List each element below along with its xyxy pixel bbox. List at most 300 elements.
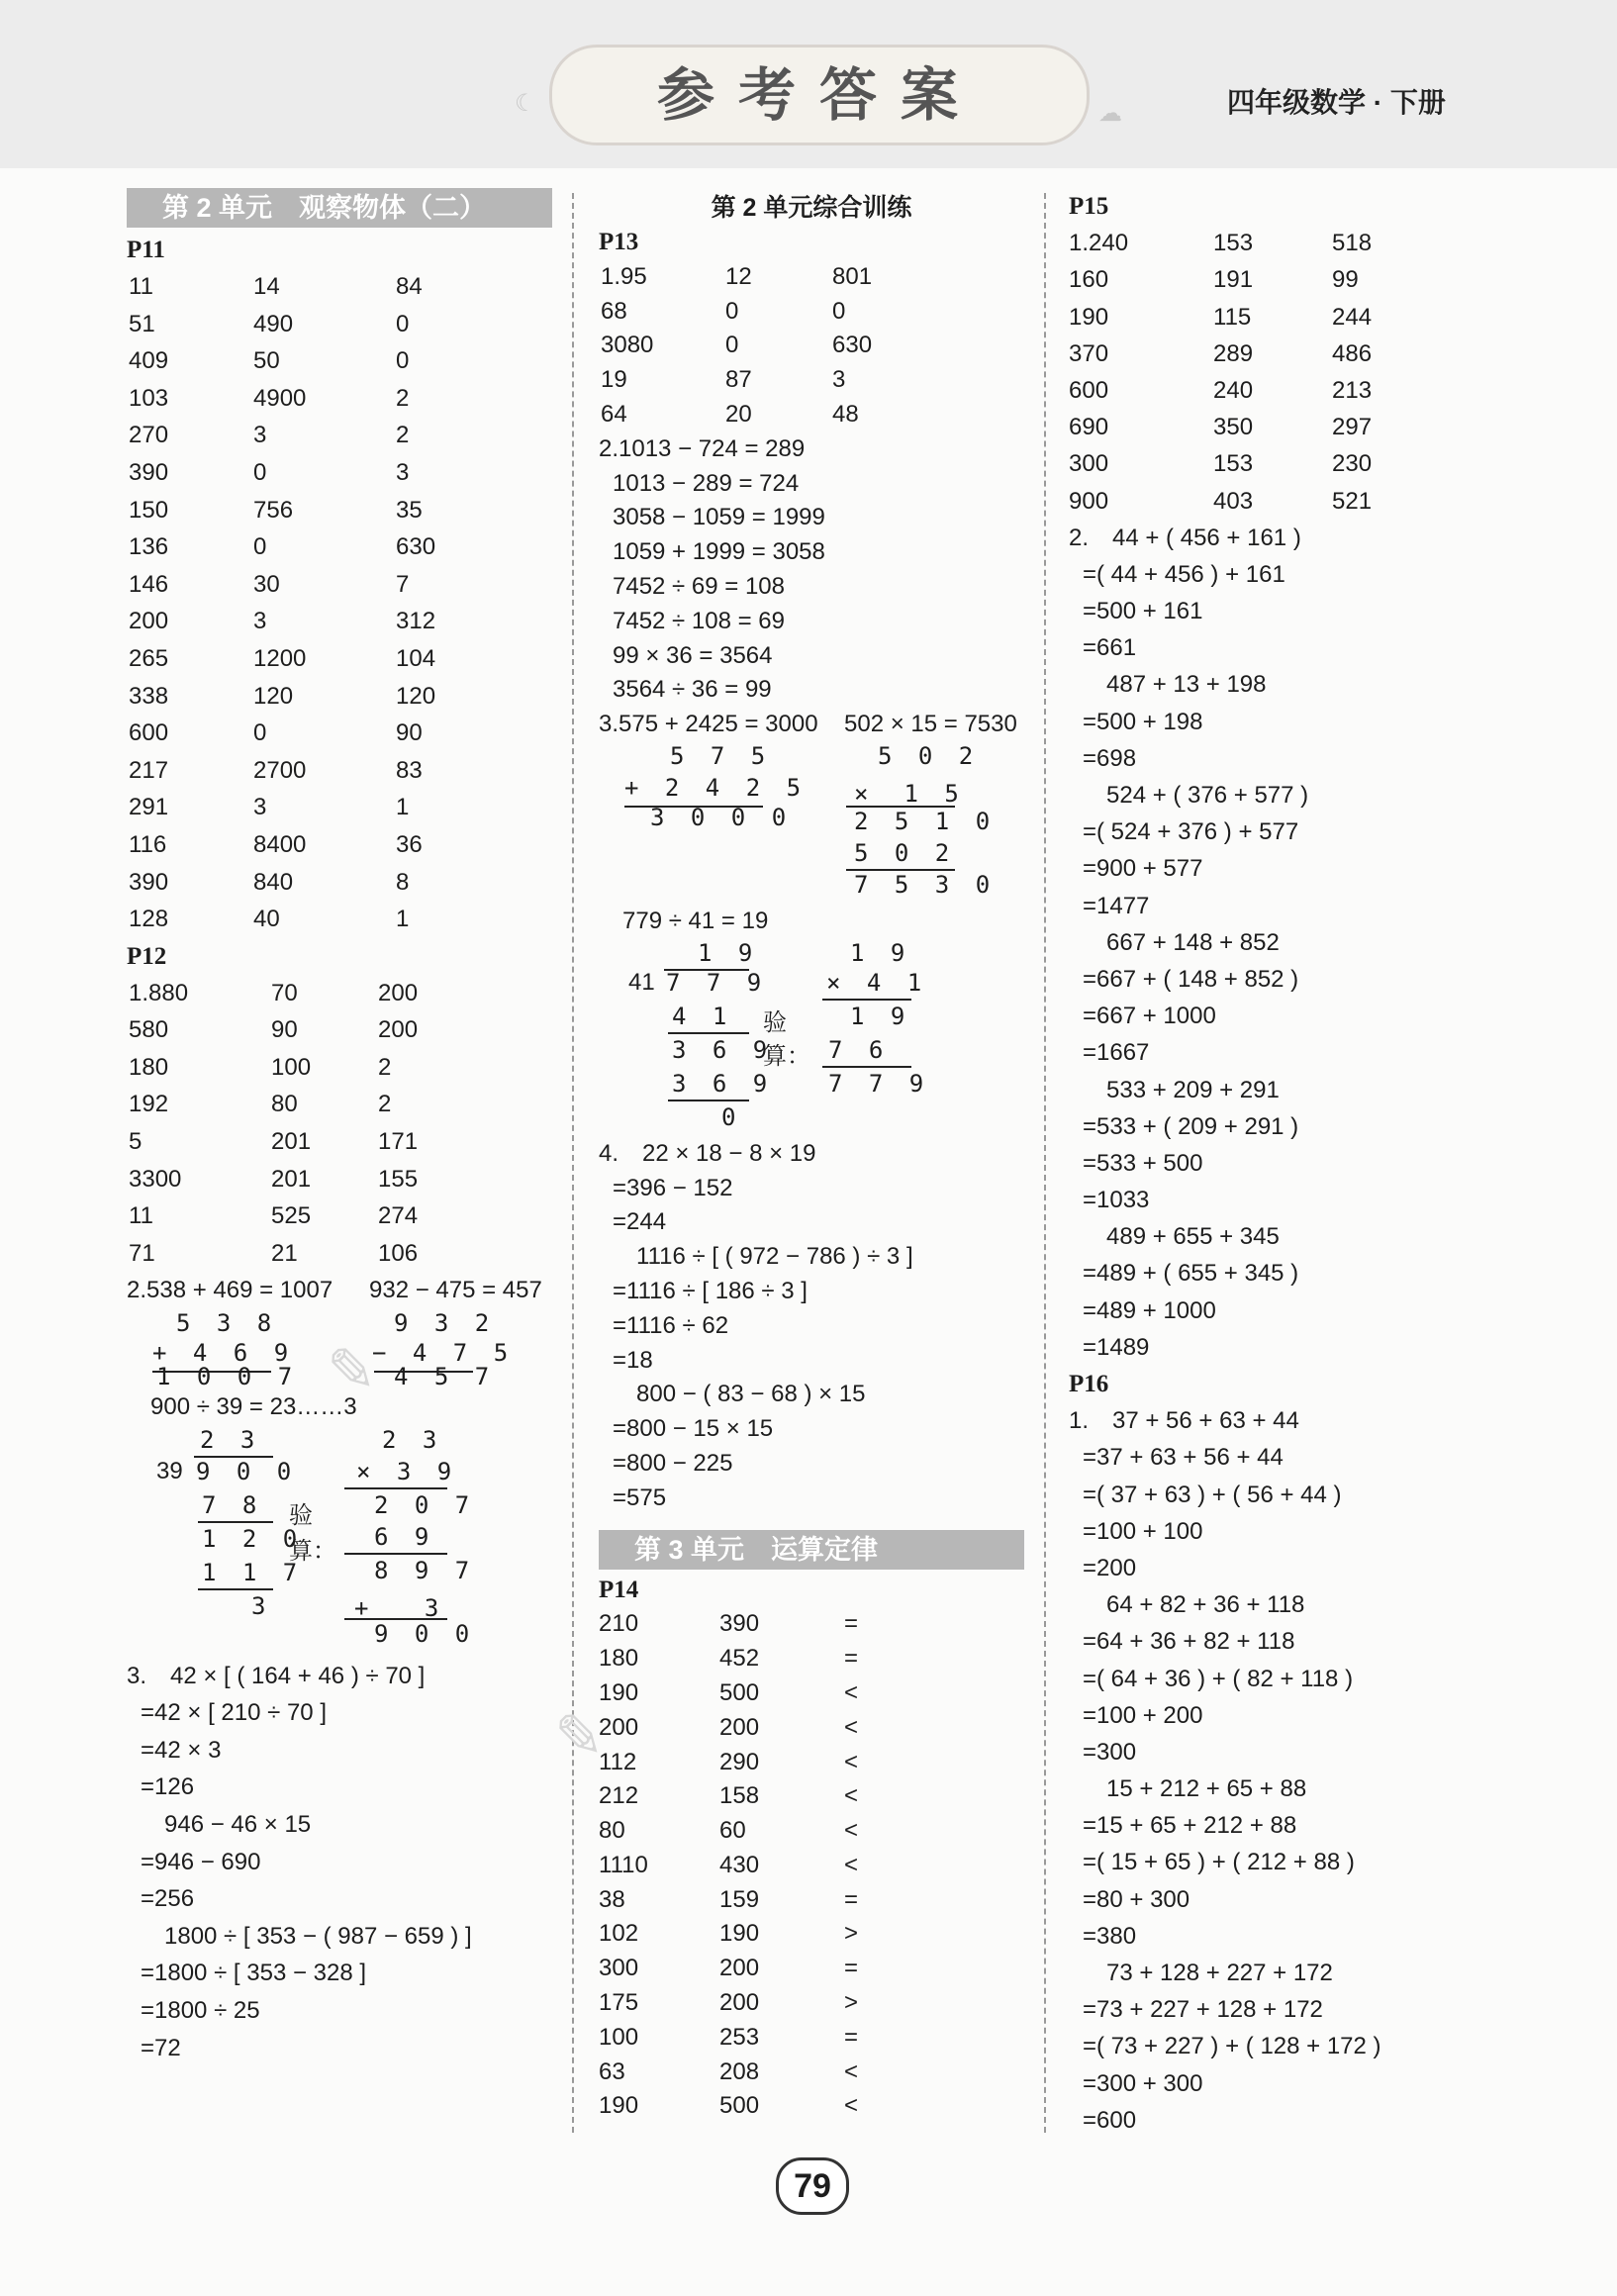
unit-heading: 第 2 单元 观察物体（二） [127, 188, 552, 228]
answer-cell: 486 [1332, 339, 1373, 367]
answer-cell: 490 [253, 310, 294, 337]
answer-row [599, 1814, 1024, 1849]
answer-cell: 3080 [601, 332, 654, 359]
answer-cell: 2 [396, 422, 410, 449]
answer-cell: 68 [601, 297, 627, 325]
answer-row [127, 901, 552, 938]
answer-cell: 171 [378, 1128, 419, 1156]
section-title: 第 2 单元综合训练 [711, 194, 912, 222]
vertical-mul-line: × 1 5 [854, 779, 965, 808]
step-line: 2.1013 − 724 = 289 [599, 434, 806, 462]
answer-cell: > [844, 1989, 859, 2017]
step-line: =( 15 + 65 ) + ( 212 + 88 ) [1083, 1849, 1355, 1876]
answer-row [599, 1917, 1024, 1952]
partial-remainder: 1 2 0 [202, 1524, 304, 1553]
answer-cell: 801 [832, 262, 873, 290]
answer-cell: 297 [1332, 414, 1373, 441]
divider-line [822, 1066, 911, 1068]
answer-row [127, 789, 552, 826]
answer-cell: 201 [271, 1165, 312, 1193]
answer-cell: 900 [1069, 487, 1109, 515]
answer-cell: 312 [396, 608, 436, 635]
page-ref-p15: P15 [1069, 193, 1109, 220]
step-line: =1489 [1083, 1333, 1150, 1361]
answer-cell: 8400 [253, 830, 307, 858]
cloud-icon: ☁ [1098, 100, 1122, 127]
answer-cell: 175 [599, 1989, 639, 2017]
answer-cell: 20 [725, 400, 752, 428]
answer-cell: 115 [1213, 303, 1252, 331]
answer-cell: 190 [1069, 303, 1109, 331]
answer-cell: 289 [1213, 339, 1254, 367]
answer-cell: 84 [396, 273, 423, 300]
watermark: ✎ [554, 1703, 605, 1770]
answer-cell: 128 [129, 906, 169, 933]
step-line: 1800 ÷ [ 353 − ( 987 − 659 ) ] [141, 1922, 472, 1950]
vertical-add-line: 5 3 8 [176, 1309, 278, 1338]
remainder: 3 [251, 1591, 272, 1620]
answer-cell: 160 [1069, 266, 1109, 294]
answer-cell: 14 [253, 273, 280, 300]
answer-cell: 1 [396, 794, 410, 821]
title-banner [549, 45, 1090, 145]
answer-row [127, 417, 552, 454]
answer-grid-p13 [599, 260, 1024, 432]
answer-cell: 244 [1332, 303, 1373, 331]
divider-line [198, 1521, 273, 1523]
answer-cell: 1.880 [129, 979, 189, 1006]
step-line: 946 − 46 × 15 [141, 1811, 312, 1838]
answer-cell: 240 [1213, 376, 1254, 404]
check-label: 算： [763, 1041, 810, 1070]
answer-row [127, 454, 552, 492]
step-line: 3564 ÷ 36 = 99 [613, 676, 772, 704]
equation-row [599, 708, 1024, 742]
answer-cell: 7 [396, 570, 410, 598]
answer-row [127, 268, 552, 306]
answer-row [599, 2056, 1024, 2090]
answer-cell: 403 [1213, 487, 1254, 515]
divider-line [344, 1553, 447, 1555]
vertical-calculations [599, 741, 1024, 899]
step-line: =380 [1083, 1922, 1137, 1950]
answer-cell: 200 [599, 1713, 639, 1741]
answer-cell: 338 [129, 682, 169, 710]
answer-cell: 265 [129, 644, 169, 672]
vertical-mul-result: 7 5 3 0 [854, 870, 997, 899]
answer-cell: 11 [129, 273, 153, 300]
vertical-add-line: + 2 4 2 5 [624, 773, 808, 802]
step-line: 15 + 212 + 65 + 88 [1083, 1775, 1307, 1803]
partial-product: 4 1 [672, 1002, 733, 1030]
answer-cell: 452 [719, 1645, 760, 1673]
step-line: =667 + ( 148 + 852 ) [1083, 965, 1299, 993]
check-line: 8 9 7 [374, 1556, 476, 1584]
step-line: =900 + 577 [1083, 855, 1203, 883]
answer-cell: = [844, 1955, 859, 1982]
step-line: 3058 − 1059 = 1999 [613, 504, 825, 531]
step-line: 524 + ( 376 + 577 ) [1083, 782, 1309, 809]
answer-cell: 80 [271, 1091, 298, 1118]
answer-cell: 0 [396, 347, 410, 375]
page-ref-p16: P16 [1069, 1371, 1109, 1397]
answer-row [127, 678, 552, 716]
page-number: 79 [776, 2157, 849, 2215]
answer-cell: 71 [129, 1239, 155, 1267]
answer-cell: 83 [396, 756, 423, 784]
answer-cell: 2 [378, 1053, 392, 1081]
check-line: 9 0 0 [374, 1619, 476, 1648]
step-line: =533 + 500 [1083, 1149, 1203, 1177]
answer-cell: 87 [725, 366, 752, 394]
step-line: =100 + 100 [1083, 1517, 1203, 1545]
answer-cell: 3 [396, 458, 410, 486]
answer-cell: 1 [396, 906, 410, 933]
page-ref-p11: P11 [127, 237, 165, 263]
answer-cell: 0 [396, 310, 410, 337]
answer-cell: 217 [129, 756, 169, 784]
long-division [599, 939, 1024, 1137]
step-line: =489 + ( 655 + 345 ) [1083, 1260, 1299, 1288]
q3-steps [127, 1658, 552, 2067]
answer-cell: 120 [253, 682, 294, 710]
answer-cell: 116 [129, 830, 167, 858]
answer-cell: > [844, 1920, 859, 1948]
answer-row [599, 398, 1024, 432]
answer-cell: 1110 [599, 1851, 648, 1878]
answer-cell: 99 [1332, 266, 1359, 294]
vertical-sub-line: 9 3 2 [394, 1309, 496, 1338]
answer-cell: 212 [599, 1782, 639, 1810]
vertical-add-line: 5 7 5 [670, 741, 772, 770]
answer-cell: 19 [601, 366, 627, 394]
answer-cell: 90 [271, 1016, 298, 1044]
answer-cell: < [844, 2092, 859, 2120]
answer-cell: 180 [599, 1645, 639, 1673]
answer-row [599, 2089, 1024, 2124]
answer-cell: 390 [129, 458, 169, 486]
step-line: 7452 ÷ 108 = 69 [613, 607, 785, 634]
division-equation: 779 ÷ 41 = 19 [622, 907, 769, 934]
answer-row [1069, 261, 1524, 298]
answer-row [127, 342, 552, 380]
answer-cell: = [844, 1610, 859, 1638]
answer-cell: 159 [719, 1885, 760, 1913]
answer-cell: 5 [129, 1128, 143, 1156]
answer-cell: 756 [253, 496, 294, 524]
answer-cell: 150 [129, 496, 169, 524]
page-ref-p12: P12 [127, 942, 167, 970]
step-line: =946 − 690 [141, 1848, 261, 1875]
step-line: =1116 ÷ 62 [613, 1311, 729, 1339]
check-line: 7 6 [828, 1035, 890, 1064]
answer-row [599, 1676, 1024, 1711]
divider-line [822, 999, 911, 1001]
answer-row [127, 1086, 552, 1123]
step-line: =42 × [ 210 ÷ 70 ] [141, 1699, 327, 1727]
answer-row [599, 1849, 1024, 1883]
division-equation: 900 ÷ 39 = 23……3 [150, 1393, 357, 1421]
answer-grid-p14 [599, 1607, 1024, 2124]
equation: 502 × 15 = 7530 [844, 711, 1017, 738]
answer-row [1069, 335, 1524, 372]
step-line: =15 + 65 + 212 + 88 [1083, 1812, 1297, 1840]
step-line: =1800 ÷ [ 353 − 328 ] [141, 1960, 367, 1987]
column-2 [599, 188, 1024, 2124]
answer-row [599, 1986, 1024, 2021]
answer-row [127, 640, 552, 678]
answer-cell: 112 [599, 1748, 637, 1775]
step-line: =575 [613, 1483, 667, 1511]
answer-cell: 64 [601, 400, 627, 428]
step-line: =533 + ( 209 + 291 ) [1083, 1112, 1299, 1140]
answer-row [599, 295, 1024, 330]
answer-cell: 270 [129, 422, 169, 449]
answer-row [127, 528, 552, 566]
step-line: =667 + 1000 [1083, 1003, 1216, 1030]
check-label: 算： [289, 1536, 336, 1565]
answer-cell: 3 [253, 608, 267, 635]
answer-cell: 1.240 [1069, 230, 1129, 257]
answer-cell: 2 [396, 384, 410, 412]
step-line: =300 [1083, 1738, 1137, 1766]
answer-row [1069, 299, 1524, 335]
answer-cell: 600 [1069, 376, 1109, 404]
answer-row [1069, 409, 1524, 445]
step-line: =100 + 200 [1083, 1701, 1203, 1729]
answer-cell: 103 [129, 384, 169, 412]
answer-cell: 521 [1332, 487, 1373, 515]
answer-cell: 190 [599, 2092, 639, 2120]
step-line: =( 524 + 376 ) + 577 [1083, 818, 1299, 846]
answer-row [127, 864, 552, 902]
answer-cell: 51 [129, 310, 155, 337]
answer-cell: 3300 [129, 1165, 182, 1193]
q2-steps [599, 432, 1024, 708]
step-line: =489 + 1000 [1083, 1296, 1216, 1324]
step-line: =396 − 152 [613, 1174, 733, 1201]
answer-cell: 180 [129, 1053, 169, 1081]
answer-cell: 518 [1332, 230, 1373, 257]
step-line: 1013 − 289 = 724 [613, 469, 800, 497]
answer-cell: 200 [719, 1955, 760, 1982]
answer-cell: 300 [599, 1955, 639, 1982]
answer-cell: 90 [396, 719, 423, 747]
answer-cell: < [844, 1851, 859, 1878]
answer-row [599, 260, 1024, 295]
answer-cell: 3 [253, 794, 267, 821]
answer-row [599, 329, 1024, 363]
check-line: 6 9 [374, 1522, 435, 1551]
step-line: 489 + 655 + 345 [1083, 1223, 1280, 1251]
answer-row [127, 603, 552, 640]
partial-product: 3 6 9 [672, 1069, 774, 1098]
step-line: 2. 44 + ( 456 + 161 ) [1069, 524, 1301, 551]
step-line: =300 + 300 [1083, 2069, 1203, 2097]
column-3 [1069, 188, 1524, 2139]
step-line: =1800 ÷ 25 [141, 1996, 260, 2024]
answer-row [1069, 372, 1524, 409]
partial-product: 7 8 [202, 1490, 263, 1519]
step-line: 1116 ÷ [ ( 972 − 786 ) ÷ 3 ] [613, 1243, 913, 1271]
answer-cell: 390 [129, 868, 169, 896]
answer-cell: 155 [378, 1165, 419, 1193]
answer-row [599, 1779, 1024, 1814]
dividend: 9 0 0 [196, 1457, 298, 1485]
vertical-add-result: 1 0 0 7 [156, 1363, 299, 1391]
step-line: =698 [1083, 744, 1137, 772]
step-line: =( 44 + 456 ) + 161 [1083, 560, 1285, 588]
vertical-mul-line: 5 0 2 [854, 838, 956, 867]
answer-cell: 35 [396, 496, 423, 524]
step-line: =( 73 + 227 ) + ( 128 + 172 ) [1083, 2033, 1381, 2060]
step-line: 800 − ( 83 − 68 ) × 15 [613, 1381, 866, 1408]
check-line: × 4 1 [826, 968, 928, 997]
answer-cell: 3 [832, 366, 846, 394]
answer-cell: = [844, 2023, 859, 2051]
moon-icon: ☾ [515, 90, 536, 117]
answer-cell: 200 [719, 1713, 760, 1741]
equation: 932 − 475 = 457 [369, 1277, 542, 1304]
answer-cell: = [844, 1645, 859, 1673]
answer-cell: 120 [396, 682, 436, 710]
watermark: ✎ [327, 1337, 377, 1403]
answer-cell: 2700 [253, 756, 307, 784]
step-line: 1. 37 + 56 + 63 + 44 [1069, 1407, 1299, 1435]
answer-row [127, 826, 552, 864]
answer-row [127, 1197, 552, 1235]
vertical-mul-line: 5 0 2 [878, 741, 980, 770]
answer-row [127, 380, 552, 418]
answer-cell: 11 [129, 1202, 153, 1230]
answer-cell: 201 [271, 1128, 312, 1156]
answer-cell: < [844, 1678, 859, 1706]
answer-cell: < [844, 1713, 859, 1741]
unit-heading: 第 3 单元 运算定律 [599, 1530, 1024, 1570]
step-line: 667 + 148 + 852 [1083, 928, 1280, 956]
column-divider [1044, 193, 1046, 2133]
answer-row [599, 1746, 1024, 1780]
answer-cell: < [844, 1817, 859, 1845]
answer-grid-p15 [1069, 225, 1524, 520]
step-line: =126 [141, 1773, 195, 1801]
answer-row [127, 1049, 552, 1087]
check-line: 2 0 7 [374, 1490, 476, 1519]
page-title: 参考答案 [656, 61, 982, 129]
step-line: =( 37 + 63 ) + ( 56 + 44 ) [1083, 1481, 1342, 1508]
check-line: 1 9 [850, 938, 911, 967]
answer-cell: 40 [253, 906, 280, 933]
answer-cell: 106 [378, 1239, 419, 1267]
answer-cell: 48 [832, 400, 859, 428]
divider-line [668, 1100, 749, 1101]
answer-cell: < [844, 1748, 859, 1775]
answer-cell: 1.95 [601, 262, 647, 290]
answer-cell: 500 [719, 1678, 760, 1706]
answer-cell: 8 [396, 868, 410, 896]
vertical-mul-line: 2 5 1 0 [854, 807, 997, 835]
answer-row [127, 975, 552, 1012]
answer-cell: 102 [599, 1920, 639, 1948]
answer-row [127, 566, 552, 604]
answer-cell: 36 [396, 830, 423, 858]
p16-steps [1069, 1402, 1524, 2139]
step-line: =600 [1083, 2106, 1137, 2134]
step-line: =500 + 161 [1083, 598, 1203, 625]
step-line: =256 [141, 1885, 195, 1913]
step-line: =1477 [1083, 892, 1150, 919]
answer-cell: 153 [1213, 230, 1254, 257]
answer-cell: 70 [271, 979, 298, 1006]
answer-cell: 200 [378, 979, 419, 1006]
answer-cell: 158 [719, 1782, 760, 1810]
answer-cell: 50 [253, 347, 280, 375]
check-line: × 3 9 [356, 1457, 458, 1485]
answer-cell: 0 [253, 533, 267, 561]
quotient: 1 9 [698, 938, 759, 967]
answer-cell: 30 [253, 570, 280, 598]
answer-cell: 290 [719, 1748, 760, 1775]
answer-cell: 390 [719, 1610, 760, 1638]
answer-cell: 153 [1213, 450, 1254, 478]
answer-cell: 12 [725, 262, 752, 290]
answer-cell: 253 [719, 2023, 760, 2051]
answer-cell: 0 [253, 458, 267, 486]
step-line: =500 + 198 [1083, 708, 1203, 735]
answer-row [127, 492, 552, 529]
divisor: 39 [156, 1457, 183, 1484]
answer-cell: 630 [396, 533, 436, 561]
answer-cell: 600 [129, 719, 169, 747]
answer-cell: 210 [599, 1610, 639, 1638]
answer-cell: 690 [1069, 414, 1109, 441]
step-line: =37 + 63 + 56 + 44 [1083, 1444, 1284, 1472]
column-1 [127, 188, 552, 2066]
answer-cell: 274 [378, 1202, 419, 1230]
answer-cell: 21 [271, 1239, 298, 1267]
answer-row [127, 306, 552, 343]
step-line: =800 − 225 [613, 1449, 733, 1477]
answer-cell: 2 [378, 1091, 392, 1118]
page-ref-p13: P13 [599, 229, 639, 255]
answer-cell: 192 [129, 1091, 169, 1118]
answer-row [599, 1711, 1024, 1746]
answer-cell: < [844, 2057, 859, 2085]
step-line: 99 × 36 = 3564 [613, 641, 773, 669]
step-line: 7452 ÷ 69 = 108 [613, 572, 785, 600]
check-line: + 3 [354, 1593, 445, 1622]
step-line: =( 64 + 36 ) + ( 82 + 118 ) [1083, 1665, 1354, 1692]
vertical-add-line: + 4 6 9 [152, 1339, 295, 1368]
answer-cell: 60 [719, 1817, 746, 1845]
answer-row [1069, 445, 1524, 482]
answer-cell: 200 [719, 1989, 760, 2017]
answer-cell: 146 [129, 570, 169, 598]
answer-cell: 0 [725, 297, 739, 325]
check-label: 验 [289, 1500, 313, 1529]
check-line: 2 3 [382, 1425, 443, 1454]
step-line: 64 + 82 + 36 + 118 [1083, 1591, 1305, 1619]
step-line: =1033 [1083, 1187, 1150, 1214]
answer-cell: 430 [719, 1851, 760, 1878]
dividend: 7 7 9 [666, 968, 768, 997]
answer-cell: 104 [396, 644, 436, 672]
answer-cell: 0 [832, 297, 846, 325]
answer-row [599, 1607, 1024, 1642]
divider-line [668, 1032, 749, 1034]
partial-remainder: 3 6 9 [672, 1035, 774, 1064]
answer-cell: 409 [129, 347, 169, 375]
